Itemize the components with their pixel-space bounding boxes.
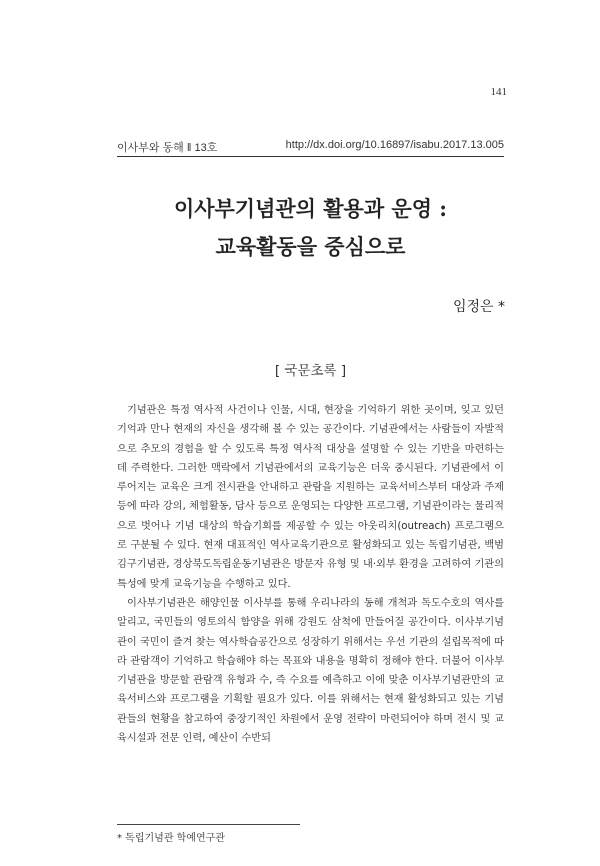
abstract-heading: [ 국문초록 ] xyxy=(274,363,347,379)
title-line-2: 교육활동을 중심으로 xyxy=(215,234,406,259)
doi-link[interactable]: http://dx.doi.org/10.16897/isabu.2017.13.005 xyxy=(285,139,504,151)
header-rule xyxy=(117,156,504,157)
author-name: 임정은 * xyxy=(452,299,505,315)
footnote-rule xyxy=(117,824,300,825)
running-header xyxy=(117,139,504,155)
title-line-1: 이사부기념관의 활용과 운영 : xyxy=(173,196,448,221)
journal-issue: 이사부와 동해 ‖ 13호 xyxy=(117,142,218,154)
page-number: 141 xyxy=(490,86,507,98)
paper-title xyxy=(117,190,504,266)
abstract-body xyxy=(117,401,504,748)
abstract-paragraph-1: 기념관은 특정 역사적 사건이나 인물, 시대, 현장을 기억하기 위한 곳이며, 잊고 있던 기억과 만나 현재의 자신을 생각해 볼 수 있는 공간이다. 기념관에서는 사람들이 자발적으로 추모의 경험을 할 수 있도록 특정 역사적 대상을 설명할 수 있는 기반을 마련하는 데 주력한다. 그러한 맥락에서 기념관에서의 교육기능은 더욱 중시된다. 기념관에서 이루어지는 교육은 크게 전시관을 안내하고 관람을 지원하는 교육서비스부터 대상과 주제 등에 따라 강의, 체험활동, 답사 등으로 운영되는 다양한 프로그램, 기념관이라는 물리적으로 벗어나 기념 대상의 학습기회를 제공할 수 있는 아웃리치(outreach) 프로그램으로 구분될 수 있다. 현재 대표적인 역사교육기관으로 활성화되고 있는 독립기념관, 백범김구기념관, 경상북도독립운동기념관은 방문자 유형 및 내·외부 환경을 고려하여 기관의 특성에 맞게 교육기능을 수행하고 있다. xyxy=(117,405,504,590)
footnote: * 독립기념관 학예연구관 xyxy=(117,833,225,844)
abstract-paragraph-2: 이사부기념관은 해양인물 이사부를 통해 우리나라의 동해 개척과 독도수호의 역사를 알리고, 국민들의 영토의식 함양을 위해 강원도 삼척에 만들어질 공간이다. 이사부기념관이 국민이 즐겨 찾는 역사학습공간으로 성장하기 위해서는 우선 기관의 설립목적에 따라 관람객이 기억하고 학습해야 하는 목표와 내용을 명확히 정해야 한다. 더불어 이사부기념관을 방문할 관람객 유형과 수, 즉 수요를 예측하고 이에 맞춘 이사부기념관만의 교육서비스와 프로그램을 기획할 필요가 있다. 이를 위해서는 현재 활성화되고 있는 기념관들의 현황을 참고하여 중장기적인 차원에서 운영 전략이 마련되어야 하며 전시 및 교육시설과 전문 인력, 예산이 수반되 xyxy=(117,597,504,745)
